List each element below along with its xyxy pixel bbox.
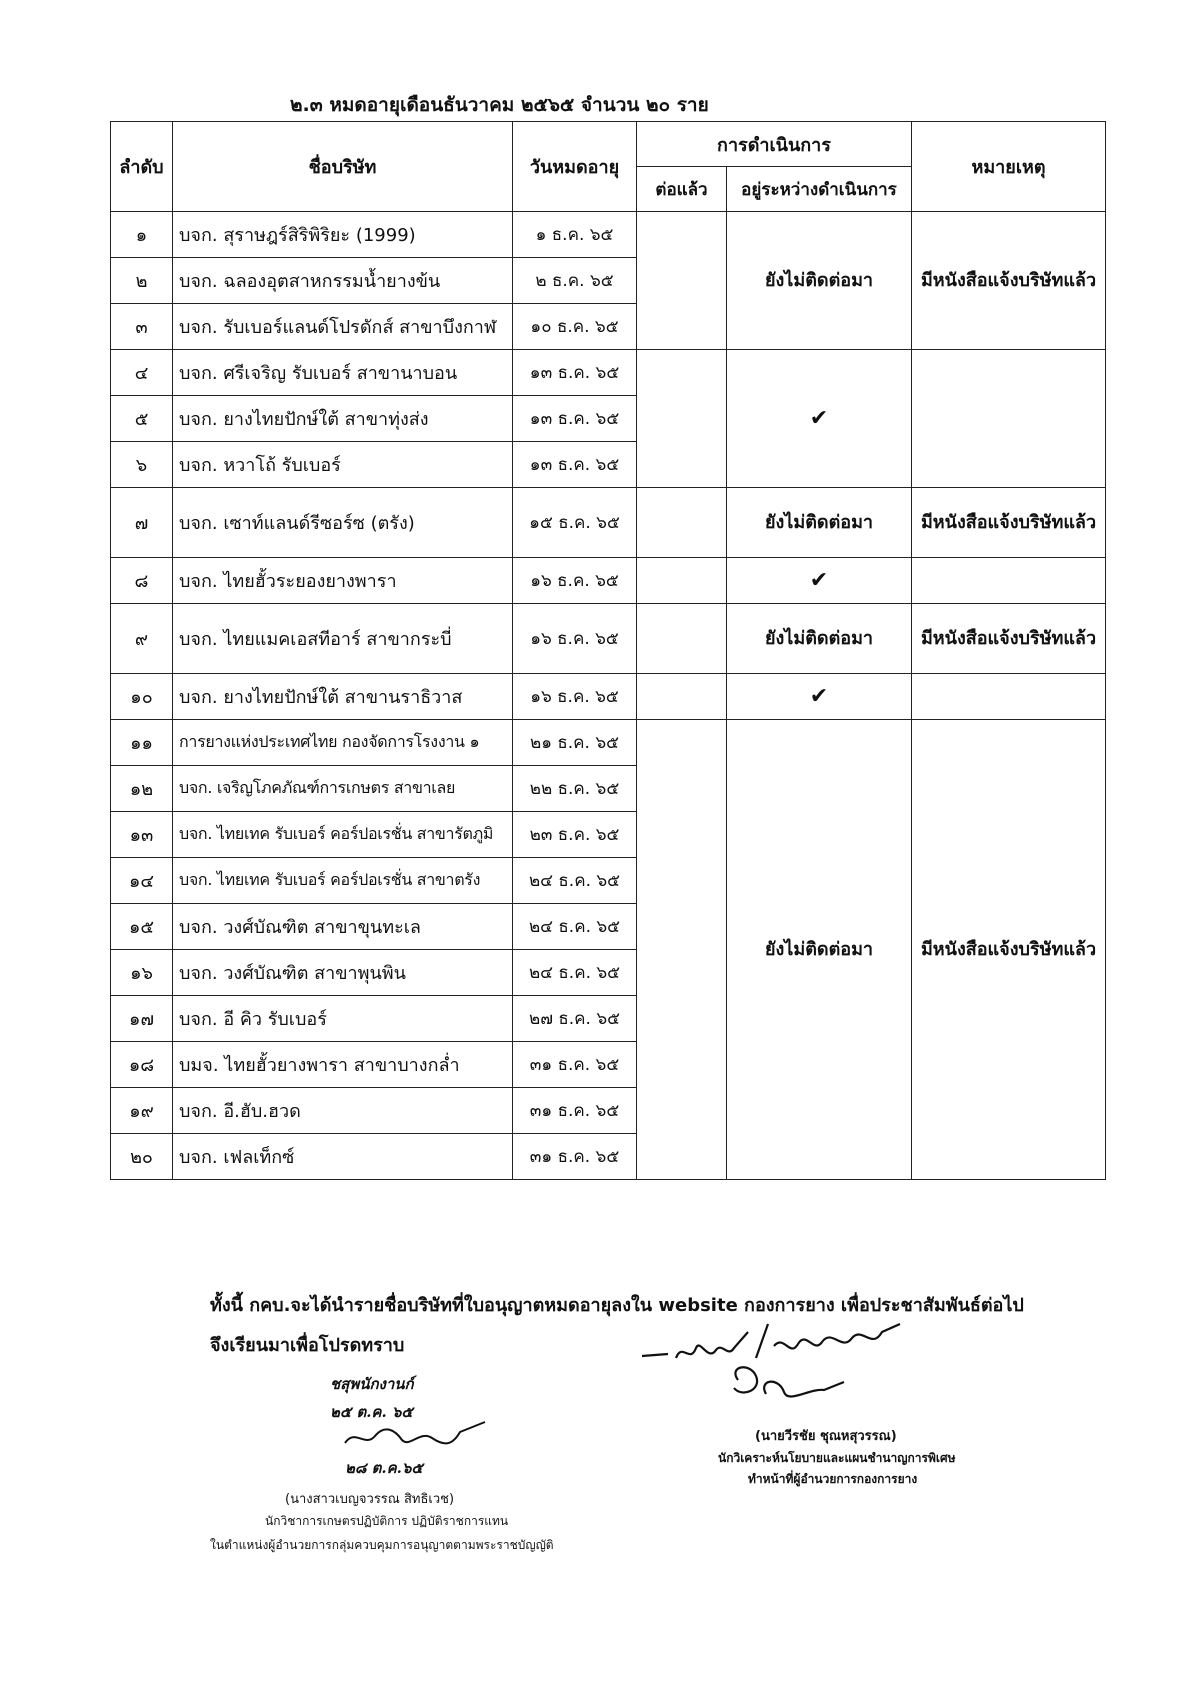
company-name: บจก. อี คิว รับเบอร์	[173, 996, 513, 1042]
expiry-date: ๑๖ ธ.ค. ๖๕	[513, 604, 637, 674]
expiry-date: ๒๒ ธ.ค. ๖๕	[513, 766, 637, 812]
status-text: ยังไม่ติดต่อมา	[727, 604, 912, 674]
company-name: บจก. ยางไทยปักษ์ใต้ สาขาทุ่งส่ง	[173, 396, 513, 442]
expiry-date: ๑๐ ธ.ค. ๖๕	[513, 304, 637, 350]
section-heading: ๒.๓ หมดอายุเดือนธันวาคม ๒๕๖๕ จำนวน ๒๐ ราย	[290, 94, 709, 116]
check-icon: ✔	[809, 684, 829, 709]
expiry-date: ๑๓ ธ.ค. ๖๕	[513, 396, 637, 442]
table-row	[111, 212, 1106, 258]
row-number: ๑๕	[111, 904, 173, 950]
remark-text: มีหนังสือแจ้งบริษัทแล้ว	[912, 604, 1106, 674]
header-company: ชื่อบริษัท	[173, 122, 513, 212]
company-name: บจก. อี.ฮับ.ฮวด	[173, 1088, 513, 1134]
row-number: ๑๐	[111, 674, 173, 720]
row-number: ๑๗	[111, 996, 173, 1042]
expiry-date: ๑๖ ธ.ค. ๖๕	[513, 558, 637, 604]
remark-cell	[912, 350, 1106, 488]
row-number: ๑	[111, 212, 173, 258]
status-check	[727, 674, 912, 720]
expiry-date: ๑๕ ธ.ค. ๖๕	[513, 488, 637, 558]
row-number: ๗	[111, 488, 173, 558]
status-text: ยังไม่ติดต่อมา	[727, 488, 912, 558]
row-number: ๒	[111, 258, 173, 304]
table-row	[111, 558, 1106, 604]
company-name: บจก. วงศ์บัณฑิต สาขาขุนทะเล	[173, 904, 513, 950]
expiry-date: ๒๔ ธ.ค. ๖๕	[513, 858, 637, 904]
check-icon: ✔	[809, 406, 829, 431]
handwritten-date: ๒๕ ต.ค. ๖๕	[330, 1403, 413, 1421]
row-number: ๘	[111, 558, 173, 604]
renewed-cell	[637, 212, 727, 350]
row-number: ๖	[111, 442, 173, 488]
expiry-date: ๑ ธ.ค. ๖๕	[513, 212, 637, 258]
right-signer-name: (นายวีรชัย ชุณหสุวรรณ)	[755, 1429, 897, 1444]
expiry-date: ๒๗ ธ.ค. ๖๕	[513, 996, 637, 1042]
remark-text: มีหนังสือแจ้งบริษัทแล้ว	[912, 212, 1106, 350]
expiry-date: ๒ ธ.ค. ๖๕	[513, 258, 637, 304]
check-icon: ✔	[809, 568, 829, 593]
company-name: บจก. ไทยแมคเอสทีอาร์ สาขากระบี่	[173, 604, 513, 674]
company-name: บจก. เฟลเท็กซ์	[173, 1134, 513, 1180]
left-signer-title: ในตำแหน่งผู้อำนวยการกลุ่มควบคุมการอนุญาตตามพระราชบัญญัติ	[210, 1538, 554, 1552]
left-signer-title: นักวิชาการเกษตรปฏิบัติการ ปฏิบัติราชการแทน	[265, 1514, 509, 1528]
company-name: บจก. สุราษฎร์สิริพิริยะ (1999)	[173, 212, 513, 258]
row-number: ๑๒	[111, 766, 173, 812]
table-row	[111, 674, 1106, 720]
remark-cell	[912, 558, 1106, 604]
header-expiry: วันหมดอายุ	[513, 122, 637, 212]
right-signer-title: นักวิเคราะห์นโยบายและแผนชำนาญการพิเศษ	[718, 1451, 956, 1465]
header-in-progress: อยู่ระหว่างดำเนินการ	[727, 167, 912, 212]
status-text: ยังไม่ติดต่อมา	[727, 720, 912, 1180]
row-number: ๑๘	[111, 1042, 173, 1088]
company-name: บจก. ไทยเทค รับเบอร์ คอร์ปอเรชั่น สาขาตรัง	[173, 858, 513, 904]
table-row	[111, 720, 1106, 766]
closing-paragraph: ทั้งนี้ กคบ.จะได้นำรายชื่อบริษัทที่ใบอนุญาตหมดอายุลงใน website กองการยาง เพื่อประชาสัมพันธ์ต่อไป	[210, 1295, 1024, 1316]
row-number: ๑๓	[111, 812, 173, 858]
expiry-date: ๑๓ ธ.ค. ๖๕	[513, 350, 637, 396]
expiry-date: ๒๔ ธ.ค. ๖๕	[513, 950, 637, 996]
company-name: บจก. ฉลองอุตสาหกรรมน้ำยางข้น	[173, 258, 513, 304]
row-number: ๙	[111, 604, 173, 674]
expiry-date: ๒๔ ธ.ค. ๖๕	[513, 904, 637, 950]
renewed-cell	[637, 558, 727, 604]
row-number: ๑๖	[111, 950, 173, 996]
company-name: บจก. เจริญโภคภัณฑ์การเกษตร สาขาเลย	[173, 766, 513, 812]
status-check	[727, 350, 912, 488]
company-name: บจก. เซาท์แลนด์รีซอร์ซ (ตรัง)	[173, 488, 513, 558]
row-number: ๑๔	[111, 858, 173, 904]
right-signer-title: ทำหน้าที่ผู้อำนวยการกองการยาง	[748, 1472, 918, 1486]
expiry-date: ๒๓ ธ.ค. ๖๕	[513, 812, 637, 858]
handwritten-note: ชสุพนักงานก์	[330, 1375, 414, 1393]
renewed-cell	[637, 604, 727, 674]
status-text: ยังไม่ติดต่อมา	[727, 212, 912, 350]
remark-text: มีหนังสือแจ้งบริษัทแล้ว	[912, 720, 1106, 1180]
company-name: บจก. วงศ์บัณฑิต สาขาพุนพิน	[173, 950, 513, 996]
company-name: บจก. ไทยฮั้วระยองยางพารา	[173, 558, 513, 604]
handwritten-date: ๒๘ ต.ค.๖๕	[345, 1459, 423, 1477]
row-number: ๕	[111, 396, 173, 442]
remark-text: มีหนังสือแจ้งบริษัทแล้ว	[912, 488, 1106, 558]
row-number: ๔	[111, 350, 173, 396]
header-no: ลำดับ	[111, 122, 173, 212]
company-name: การยางแห่งประเทศไทย กองจัดการโรงงาน ๑	[173, 720, 513, 766]
left-signature	[340, 1418, 490, 1456]
row-number: ๒๐	[111, 1134, 173, 1180]
company-name: บจก. หวาโถ้ รับเบอร์	[173, 442, 513, 488]
row-number: ๓	[111, 304, 173, 350]
renewed-cell	[637, 488, 727, 558]
row-number: ๑๙	[111, 1088, 173, 1134]
right-signature	[638, 1318, 938, 1428]
company-name: บจก. ไทยเทค รับเบอร์ คอร์ปอเรชั่น สาขารัตภูมิ	[173, 812, 513, 858]
company-name: บจก. ยางไทยปักษ์ใต้ สาขานราธิวาส	[173, 674, 513, 720]
left-signer-name: (นางสาวเบญจวรรณ สิทธิเวช)	[285, 1492, 455, 1507]
table-row	[111, 604, 1106, 674]
renewed-cell	[637, 674, 727, 720]
header-action: การดำเนินการ	[637, 122, 912, 167]
expiry-table	[110, 121, 1106, 1180]
expiry-date: ๒๑ ธ.ค. ๖๕	[513, 720, 637, 766]
table-row	[111, 488, 1106, 558]
renewed-cell	[637, 350, 727, 488]
company-name: บมจ. ไทยฮั้วยางพารา สาขาบางกล่ำ	[173, 1042, 513, 1088]
expiry-date: ๑๓ ธ.ค. ๖๕	[513, 442, 637, 488]
table-row	[111, 350, 1106, 396]
row-number: ๑๑	[111, 720, 173, 766]
renewed-cell	[637, 720, 727, 1180]
expiry-date: ๑๖ ธ.ค. ๖๕	[513, 674, 637, 720]
company-name: บจก. รับเบอร์แลนด์โปรดักส์ สาขาบึงกาฬ	[173, 304, 513, 350]
expiry-date: ๓๑ ธ.ค. ๖๕	[513, 1134, 637, 1180]
expiry-date: ๓๑ ธ.ค. ๖๕	[513, 1042, 637, 1088]
status-check	[727, 558, 912, 604]
company-name: บจก. ศรีเจริญ รับเบอร์ สาขานาบอน	[173, 350, 513, 396]
closing-salutation: จึงเรียนมาเพื่อโปรดทราบ	[210, 1335, 405, 1356]
expiry-date: ๓๑ ธ.ค. ๖๕	[513, 1088, 637, 1134]
remark-cell	[912, 674, 1106, 720]
header-renewed: ต่อแล้ว	[637, 167, 727, 212]
header-remark: หมายเหตุ	[912, 122, 1106, 212]
